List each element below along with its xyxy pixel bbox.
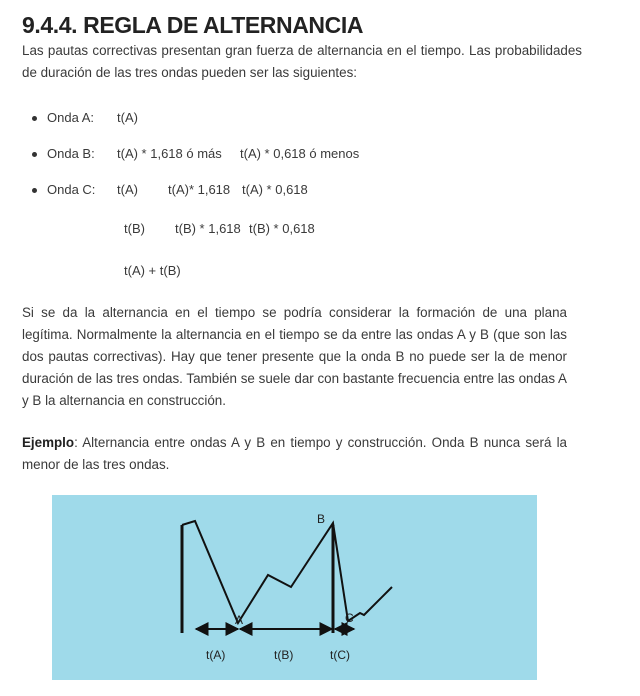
wave-b-value-1: t(A) * 1,618 ó más — [117, 146, 222, 161]
alternation-diagram — [52, 495, 537, 680]
bullet-icon — [32, 116, 37, 121]
wave-list — [22, 108, 582, 200]
intro-paragraph: Las pautas correctivas presentan gran fuerza de alternancia en el tiempo. Las probabilidades de duración de las tres ondas pueden ser las siguientes: — [22, 43, 582, 80]
wave-c-value-2: t(A)* 1,618 — [168, 182, 231, 197]
example-label: Ejemplo — [22, 435, 75, 450]
wave-line — [182, 521, 392, 623]
wave-c-item — [22, 180, 582, 200]
tc-label: t(C) — [330, 648, 350, 662]
wave-b-label: Onda B: — [47, 146, 95, 161]
bullet-icon — [32, 152, 37, 157]
point-c-label: C — [345, 611, 354, 625]
wave-b-value-2: t(A) * 0,618 ó menos — [240, 146, 360, 161]
wave-a-label: Onda A: — [47, 110, 94, 125]
tb-label: t(B) — [274, 648, 294, 662]
wave-diagram-svg — [52, 495, 537, 680]
alternation-paragraph: Si se da la alternancia en el tiempo se podría considerar la formación de una plana legítima. Normalmente la alternancia en el tiempo se da entre las ondas A y B (que son las dos pautas correctivas). Hay que tener presente que la onda B no puede ser la de menor duración de las tres ondas. También se suele dar con bastante frecuencia entre las ondas A y B la alternancia en construcción. — [22, 305, 567, 408]
article — [22, 10, 582, 472]
bullet-icon — [32, 188, 37, 193]
wave-c-row2-value-3: t(B) * 0,618 — [249, 221, 315, 236]
wave-a-item — [22, 108, 582, 128]
example-paragraph — [22, 432, 567, 476]
wave-a-value: t(A) — [117, 110, 138, 125]
example-text: : Alternancia entre ondas A y B en tiempo y construcción. Onda B nunca será la menor de las tres ondas. — [22, 435, 567, 472]
section-heading: 9.4.4. REGLA DE ALTERNANCIA — [22, 12, 364, 38]
ta-label: t(A) — [206, 648, 226, 662]
wave-c-row2-value-2: t(B) * 1,618 — [175, 221, 241, 236]
point-b-label: B — [317, 512, 326, 526]
point-a-label: A — [235, 613, 244, 627]
wave-b-item — [22, 144, 582, 164]
wave-c-row3-value-1: t(A) + t(B) — [124, 263, 181, 278]
wave-c-label: Onda C: — [47, 182, 96, 197]
wave-c-value-3: t(A) * 0,618 — [242, 182, 308, 197]
wave-c-value-1: t(A) — [117, 182, 138, 197]
wave-c-row2-value-1: t(B) — [124, 221, 145, 236]
